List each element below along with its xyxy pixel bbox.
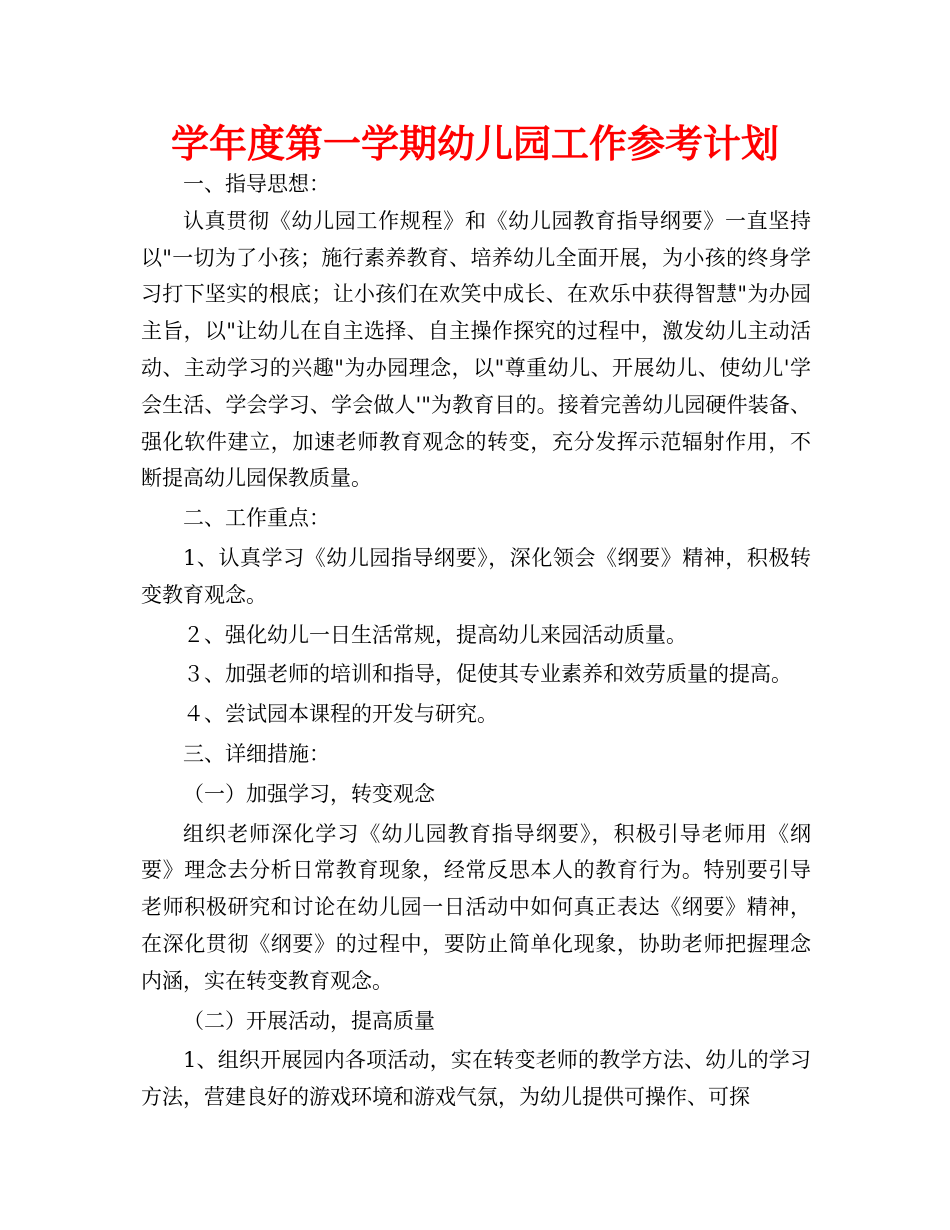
- section-heading-guiding-thought: 一、指导思想：: [183, 172, 330, 196]
- document-title: 学年度第一学期幼儿园工作参考计划: [170, 122, 779, 166]
- subsection-heading-activities: （二）开展活动，提高质量: [183, 1008, 435, 1033]
- paragraph-study: 组织老师深化学习《幼儿园教育指导纲要》，积极引导老师用《纲要》理念去分析日常教育现象，经常反思本人的教育行为。特别要引导老师积极研究和讨论在幼儿园一日活动中如何真正表达《纲要》精神，在深化贯彻《纲要》的过程中，要防止简单化现象，协助老师把握理念内涵，实在转变教育观念。: [141, 821, 811, 993]
- subsection-heading-study: （一）加强学习，转变观念: [183, 781, 435, 806]
- list-item-focus-1: 1、认真学习《幼儿园指导纲要》，深化领会《纲要》精神，积极转变教育观念。: [141, 545, 811, 607]
- document-body: [141, 166, 811, 1116]
- paragraph-activities-1: 1、组织开展园内各项活动，实在转变老师的教学方法、幼儿的学习方法，营建良好的游戏环境和游戏气氛，为幼儿提供可操作、可探: [141, 1048, 811, 1110]
- list-item-focus-3: ３、加强老师的培训和指导，促使其专业素养和效劳质量的提高。: [183, 662, 792, 687]
- section-heading-work-focus: 二、工作重点：: [183, 506, 330, 531]
- paragraph-guiding-thought: 认真贯彻《幼儿园工作规程》和《幼儿园教育指导纲要》一直坚持以"一切为了小孩；施行素养教育、培养幼儿全面开展，为小孩的终身学习打下坚实的根底；让小孩们在欢笑中成长、在欢乐中获得智慧"为办园主旨，以"让幼儿在自主选择、自主操作探究的过程中，激发幼儿主动活动、主动学习的兴趣"为办园理念，以"尊重幼儿、开展幼儿、使幼儿'学会生活、学会学习、学会做人'"为教育目的。接着完善幼儿园硬件装备、强化软件建立，加速老师教育观念的转变，充分发挥示范辐射作用，不断提高幼儿园保教质量。: [141, 208, 811, 491]
- list-item-focus-4: ４、尝试园本课程的开发与研究。: [183, 702, 498, 727]
- section-heading-measures: 三、详细措施：: [183, 741, 330, 766]
- list-item-focus-2: ２、强化幼儿一日生活常规，提高幼儿来园活动质量。: [183, 622, 687, 647]
